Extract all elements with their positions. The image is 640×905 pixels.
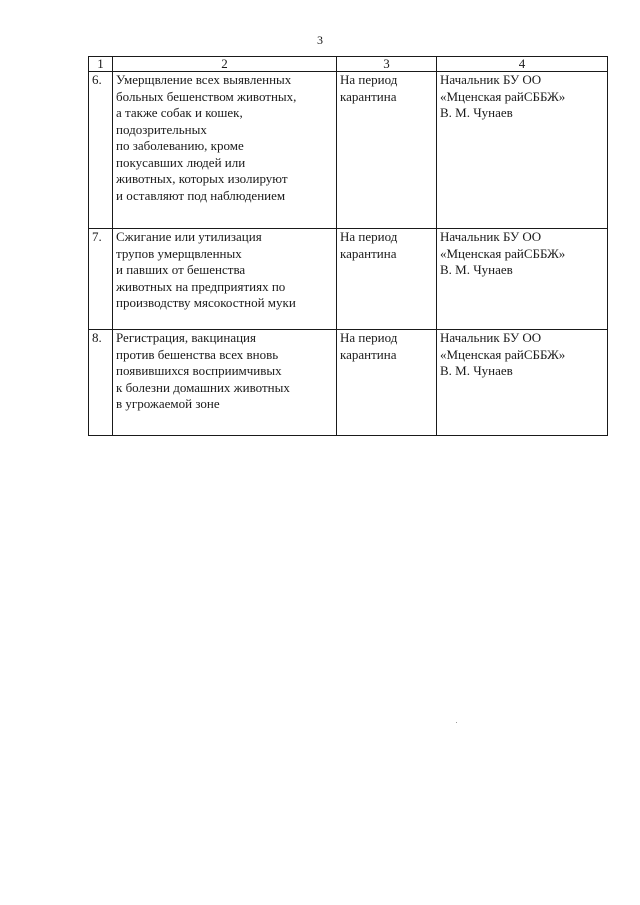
table-row (89, 229, 608, 330)
column-header: 3 (337, 57, 437, 72)
measure-period: На период карантина (337, 72, 437, 229)
row-number: 8. (89, 330, 113, 436)
measure-description: Умерщвление всех выявленных больных бешенством животных, а также собак и кошек, подозрительных по заболеванию, кроме покусавших людей или животных, которых изолируют и оставляют под наблюдением (113, 72, 337, 229)
measure-period: На период карантина (337, 330, 437, 436)
table-header-row (89, 57, 608, 72)
measure-description: Регистрация, вакцинация против бешенства всех вновь появившихся восприимчивых к болезни домашних животных в угрожаемой зоне (113, 330, 337, 436)
measure-description: Сжигание или утилизация трупов умерщвленных и павших от бешенства животных на предприятиях по производству мясокостной муки (113, 229, 337, 330)
column-header: 1 (89, 57, 113, 72)
column-header: 2 (113, 57, 337, 72)
scan-speck (456, 722, 457, 723)
measure-responsible: Начальник БУ ОО «Мценская райСББЖ» В. М. Чунаев (437, 330, 608, 436)
measure-period: На период карантина (337, 229, 437, 330)
column-header: 4 (437, 57, 608, 72)
measure-responsible: Начальник БУ ОО «Мценская райСББЖ» В. М. Чунаев (437, 72, 608, 229)
table-row (89, 72, 608, 229)
measure-responsible: Начальник БУ ОО «Мценская райСББЖ» В. М. Чунаев (437, 229, 608, 330)
measures-table (88, 56, 608, 436)
row-number: 6. (89, 72, 113, 229)
table-row (89, 330, 608, 436)
page-number: 3 (317, 33, 323, 47)
row-number: 7. (89, 229, 113, 330)
